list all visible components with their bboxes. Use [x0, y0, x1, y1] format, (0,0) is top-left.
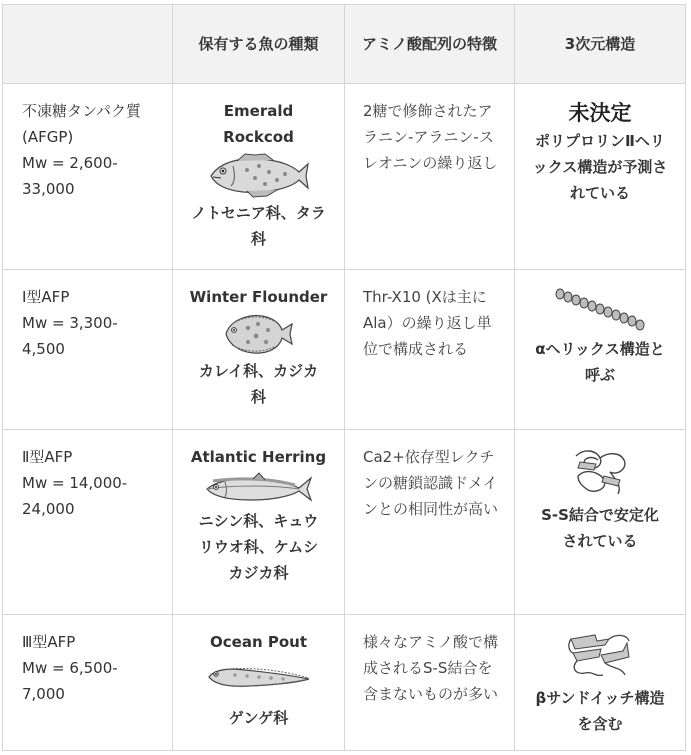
fish-cell — [173, 270, 345, 430]
header-amino-sequence — [345, 5, 515, 84]
sequence-cell: Ca2+依存型レクチンの糖鎖認識ドメインとの相同性が高い — [345, 430, 515, 615]
structure-cell — [515, 270, 686, 430]
structure-description: ポリプロリンⅡヘリックス構造が予測されている — [532, 132, 668, 202]
fish-cell — [173, 84, 345, 270]
header-fish-species: 保有する魚の種類 — [173, 5, 345, 84]
structure-cell — [515, 84, 686, 270]
protein-name: Ⅱ型AFP — [22, 448, 73, 466]
fish-family: カレイ科、カジカ科 — [198, 362, 319, 406]
structure-undecided: 未決定 — [568, 101, 632, 125]
protein-cell — [3, 430, 173, 615]
sequence-cell: Thr-X10 (Xは主にAla）の繰り返し単位で構成される — [345, 270, 515, 430]
protein-cell — [3, 84, 173, 270]
molecular-weight: Mw = 3,300-4,500 — [22, 314, 118, 358]
protein-cell — [3, 615, 173, 751]
protein-fold-illustration — [570, 446, 630, 498]
molecular-weight: Mw = 14,000-24,000 — [22, 474, 128, 518]
alpha-helix-illustration — [552, 288, 648, 332]
structure-description: αヘリックス構造と呼ぶ — [535, 340, 665, 384]
table-row — [3, 84, 686, 270]
fish-family: ニシン科、キュウリウオ科、ケムシカジカ科 — [198, 512, 319, 582]
fish-name: Emerald Rockcod — [223, 102, 294, 146]
fish-cell — [173, 430, 345, 615]
molecular-weight: Mw = 6,500-7,000 — [22, 659, 118, 703]
header-amino-sequence-label: アミノ酸配列の特徴 — [361, 34, 497, 53]
fish-name: Winter Flounder — [189, 288, 328, 306]
table-row — [3, 430, 686, 615]
fish-family: ゲンゲ科 — [228, 709, 289, 727]
structure-description: βサンドイッチ構造を含む — [535, 689, 665, 733]
afp-table — [2, 4, 686, 751]
herring-fish-illustration — [203, 472, 315, 506]
table-row — [3, 270, 686, 430]
rockcod-fish-illustration — [207, 152, 311, 198]
eelpout-fish-illustration — [205, 661, 313, 695]
fish-name: Atlantic Herring — [190, 448, 327, 466]
beta-sandwich-illustration — [565, 631, 635, 681]
sequence-cell: 様々なアミノ酸で構成されるS-S結合を含まないものが多い — [345, 615, 515, 751]
structure-cell — [515, 615, 686, 751]
table-row — [3, 615, 686, 751]
fish-cell — [173, 615, 345, 751]
sequence-cell: 2糖で修飾されたアラニン-アラニン-スレオニンの繰り返し — [345, 84, 515, 270]
header-row — [3, 5, 686, 84]
flounder-fish-illustration — [222, 312, 296, 356]
structure-description: S-S結合で安定化されている — [541, 506, 659, 550]
protein-name: 不凍糖タンパク質(AFGP) — [22, 102, 141, 146]
molecular-weight: Mw = 2,600-33,000 — [22, 154, 118, 198]
structure-cell — [515, 430, 686, 615]
protein-name: Ⅲ型AFP — [22, 633, 76, 651]
header-empty — [3, 5, 173, 84]
protein-cell — [3, 270, 173, 430]
fish-family: ノトセニア科、タラ科 — [191, 204, 326, 248]
fish-name: Ocean Pout — [210, 633, 307, 651]
protein-name: Ⅰ型AFP — [22, 288, 70, 306]
header-3d-structure: 3次元構造 — [515, 5, 686, 84]
